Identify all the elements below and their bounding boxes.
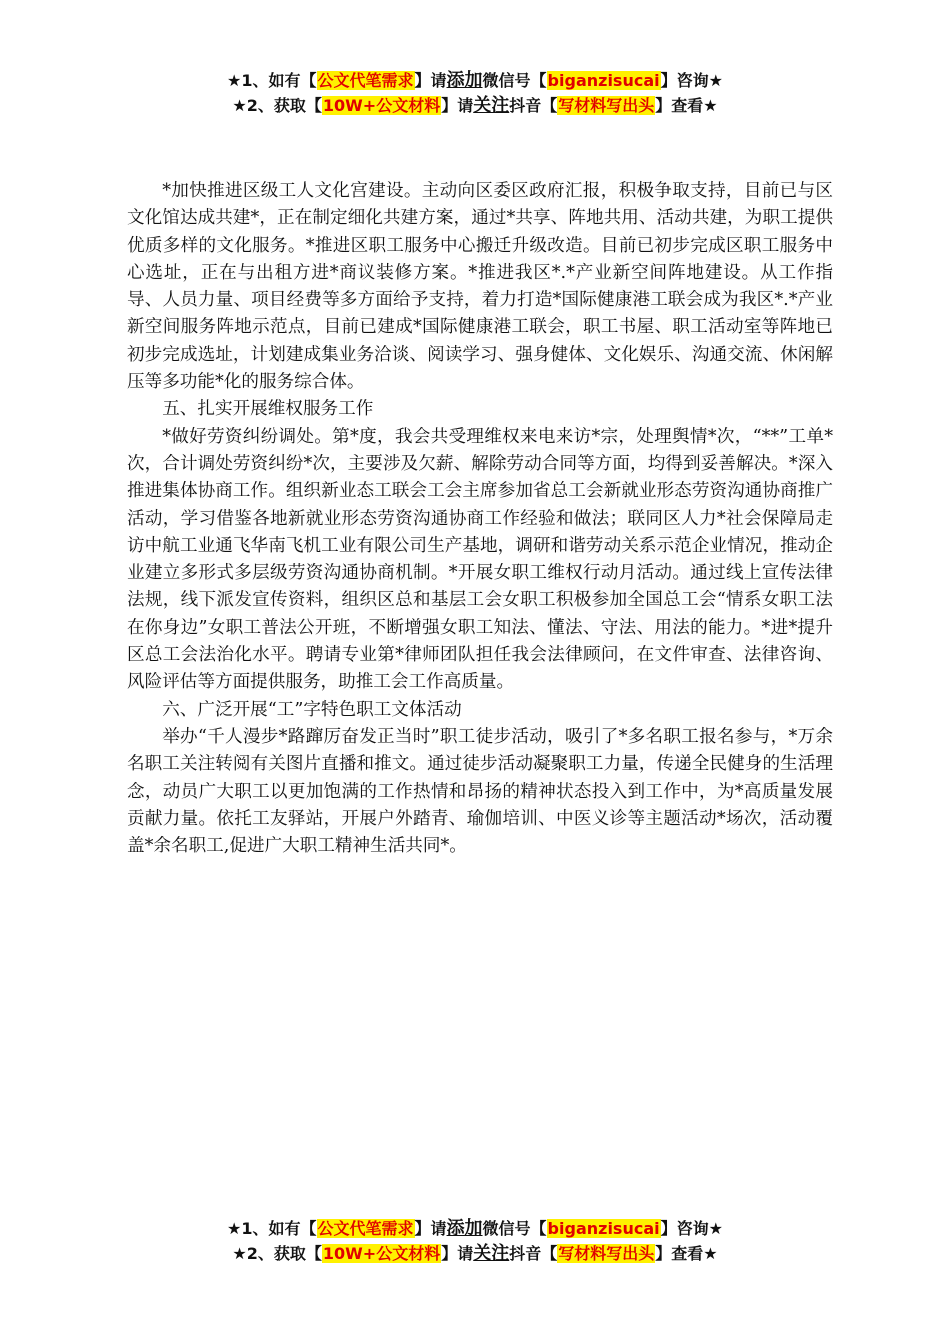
header-banner-line-2 bbox=[0, 93, 950, 118]
banner-text: 微信号【 bbox=[482, 1219, 547, 1238]
paragraph-culture-palace: *加快推进区级工人文化宫建设。主动向区委区政府汇报，积极争取支持，目前已与区文化馆达成共建*，正在制定细化共建方案，通过*共享、阵地共用、活动共建，为职工提供优质多样的文化服务。*推进区职工服务中心搬迁升级改造。目前已初步完成区职工服务中心选址，正在与出租方进*商议装修方案。*推进我区*.*产业新空间阵地建设。从工作指导、人员力量、项目经费等多方面给予支持，着力打造*国际健康港工联会成为我区*.*产业新空间服务阵地示范点，目前已建成*国际健康港工联会，职工书屋、职工活动室等阵地已初步完成选址，计划建成集业务洽谈、阅读学习、强身健体、文化娱乐、沟通交流、休闲解压等多功能*化的服务综合体。 bbox=[127, 181, 833, 393]
banner-text: 微信号【 bbox=[482, 71, 547, 90]
banner-text: 】查看★ bbox=[655, 1244, 718, 1263]
underlined-action: 添加 bbox=[446, 70, 483, 91]
banner-text: ★1、如有【 bbox=[227, 1219, 317, 1238]
footer-banner bbox=[0, 1216, 950, 1266]
banner-text: ★2、获取【 bbox=[232, 96, 322, 115]
paragraph-hiking-activity: 举办“千人漫步*路蹿厉奋发正当时”职工徒步活动，吸引了*多名职工报名参与，*万余名职工关注转阅有关图片直播和推文。通过徒步活动凝聚职工力量，传递全民健身的生活理念，动员广大职工以更加饱满的工作热情和昂扬的精神状态投入到工作中，为*高质量发展贡献力量。依托工友驿站，开展户外踏青、瑜伽培训、中医义诊等主题活动*场次，活动覆盖*余名职工,促进广大职工精神生活共同*。 bbox=[127, 726, 833, 857]
highlight-wechat-id: biganzisucai bbox=[547, 1219, 660, 1238]
banner-text: 抖音【 bbox=[509, 1244, 558, 1263]
banner-text: 】咨询★ bbox=[660, 71, 723, 90]
banner-text: 】请 bbox=[441, 1244, 474, 1263]
highlight-materials: 10W+公文材料 bbox=[322, 96, 441, 115]
banner-text: 】请 bbox=[414, 71, 447, 90]
underlined-action: 关注 bbox=[473, 95, 510, 116]
highlight-service: 公文代笔需求 bbox=[317, 71, 414, 90]
header-banner-line-1 bbox=[0, 68, 950, 93]
footer-banner-line-1 bbox=[0, 1216, 950, 1241]
footer-banner-line-2 bbox=[0, 1241, 950, 1266]
highlight-account: 写材料写出头 bbox=[558, 1244, 655, 1263]
section-heading-rights: 五、扎实开展维权服务工作 bbox=[162, 399, 374, 420]
banner-text: ★2、获取【 bbox=[232, 1244, 322, 1263]
banner-text: 】请 bbox=[414, 1219, 447, 1238]
banner-text: 抖音【 bbox=[509, 96, 558, 115]
banner-text: 】查看★ bbox=[655, 96, 718, 115]
paragraph-labor-disputes: *做好劳资纠纷调处。第*度，我会共受理维权来电来访*宗，处理舆情*次，“**”工单*次，合计调处劳资纠纷*次，主要涉及欠薪、解除劳动合同等方面，均得到妥善解决。*深入推进集体协商工作。组织新业态工联会工会主席参加省总工会新就业形态劳资沟通协商推广活动，学习借鉴各地新就业形态劳资沟通协商工作经验和做法；联同区人力*社会保障局走访中航工业通飞华南飞机工业有限公司生产基地，调研和谐劳动关系示范企业情况，推动企业建立多形式多层级劳资沟通协商机制。*开展女职工维权行动月活动。通过线上宣传法律法规，线下派发宣传资料，组织区总和基层工会女职工积极参加全国总工会“情系女职工法在你身边”女职工普法公开班，不断增强女职工知法、懂法、守法、用法的能力。*进*提升区总工会法治化水平。聘请专业第*律师团队担任我会法律顾问，在文件审查、法律咨询、风险评估等方面提供服务，助推工会工作高质量。 bbox=[127, 426, 833, 693]
highlight-wechat-id: biganzisucai bbox=[547, 71, 660, 90]
banner-text: 】请 bbox=[441, 96, 474, 115]
header-banner bbox=[0, 68, 950, 118]
highlight-materials: 10W+公文材料 bbox=[322, 1244, 441, 1263]
highlight-account: 写材料写出头 bbox=[558, 96, 655, 115]
underlined-action: 添加 bbox=[446, 1218, 483, 1239]
underlined-action: 关注 bbox=[473, 1243, 510, 1264]
highlight-service: 公文代笔需求 bbox=[317, 1219, 414, 1238]
banner-text: 】咨询★ bbox=[660, 1219, 723, 1238]
document-body bbox=[127, 178, 833, 860]
section-heading-activities: 六、广泛开展“工”字特色职工文体活动 bbox=[162, 699, 462, 720]
banner-text: ★1、如有【 bbox=[227, 71, 317, 90]
